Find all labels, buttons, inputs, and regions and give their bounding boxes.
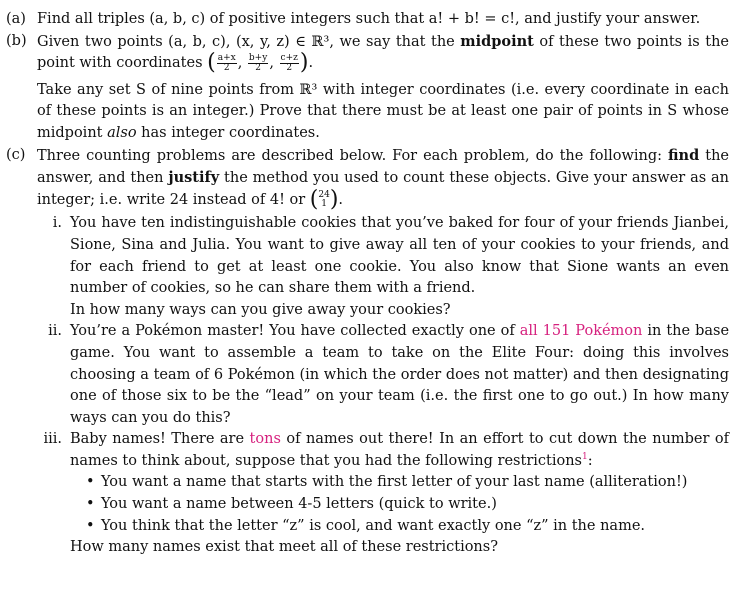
problem-b-text-mid: of these two points is the point with coordinates <box>37 33 730 72</box>
problem-b-label: (b) <box>6 32 27 49</box>
subproblem-i <box>6 213 729 321</box>
subproblem-i-question: In how many ways can you give away your cookies? <box>70 301 451 318</box>
fraction-cz: $\frac{c+z}{2}$ <box>280 52 298 73</box>
list-item: • You want a name between 4-5 letters (quick to write.) <box>70 494 729 516</box>
subproblem-i-label: i. <box>52 215 62 232</box>
find-term: find <box>668 146 700 164</box>
list-item: • You think that the letter “z” is cool, and want exactly one “z” in the name. <box>70 516 729 538</box>
footnote-marker[interactable]: 1 <box>581 452 588 463</box>
baby-names-link[interactable]: tons <box>249 431 281 448</box>
problem-a-text: Find all triples (a, b, c) of positive integers such that a! + b! = c!, and justify your answer. <box>37 11 701 27</box>
problem-b-text-pre: Given two points (a, b, c), (x, y, z) ∈ ℝ³, we say that the <box>37 33 455 50</box>
subproblem-iii-text: Baby names! There are tons of names out there! In an effort to cut down the number of names to think about, suppose that you had the following restrictions$^1$: <box>70 431 730 469</box>
fraction-ax: $\frac{a+x}{2}$ <box>217 52 236 73</box>
problem-c-label: (c) <box>6 146 26 163</box>
pokemon-list-link[interactable]: all 151 Pokémon <box>519 323 643 340</box>
fraction-by: $\frac{b+y}{2}$ <box>248 52 268 73</box>
problem-b-para-2: Take any set S of nine points from ℝ³ with integer coordinates (i.e. every coordinate in each of these points is an integer.) Prove that there must be at least one pair of points in S whose midpoint also has integer coordinates. <box>37 81 729 141</box>
problem-b <box>6 31 729 145</box>
problem-c <box>6 145 729 559</box>
midpoint-term: midpoint <box>460 32 534 50</box>
subproblem-iii-question: How many names exist that meet all of these restrictions? <box>70 539 498 556</box>
also-emphasis: also <box>107 124 137 141</box>
bullet-icon: • <box>86 517 95 534</box>
bullet-icon: • <box>86 474 95 491</box>
subproblem-ii <box>6 321 729 429</box>
problem-c-intro: Three counting problems are described below. For each problem, do the following: find the answer, and then justify the method you used to count these objects. Give your answer as an integer; i.e. write 24 instead of 4! or ( 24 1 ). <box>37 146 730 212</box>
list-item: • You want a name that starts with the first letter of your last name (alliteration!) <box>70 472 729 494</box>
subproblem-iii-label: iii. <box>43 431 62 448</box>
problem-a-label: (a) <box>6 11 26 27</box>
subproblem-ii-text: You’re a Pokémon master! You have collected exactly one of all 151 Pokémon in the base game. You want to assemble a team to take on the Elite Four: doing this involves choosing a team of 6 Pokémon (in which the order does not matter) and then designating one of those six to be the “lead” on your team (i.e. the first one to go out.) In how many ways can you do this? <box>70 323 730 426</box>
problem-a <box>6 9 729 31</box>
binomial-24-1: 24 1 <box>318 189 330 209</box>
justify-term: justify <box>168 169 220 187</box>
subproblem-i-text: You have ten indistinguishable cookies that you’ve baked for four of your friends Jianbei, Sione, Sina and Julia. You want to give away all ten of your cookies to your friends, and for each friend to get at least one cookie. You also know that Sione wants an even number of cookies, so he can share them with a friend. <box>70 215 729 297</box>
restrictions-list <box>70 472 729 537</box>
bullet-icon: • <box>86 496 95 513</box>
problem-b-para-1: Given two points (a, b, c), (x, y, z) ∈ ℝ³, we say that the midpoint of these two points is the point with coordinates ( $\frac{a+x}{2}$ , $\frac{b+y}{2}$ , $\frac{c+z}{2}$ ). <box>37 32 730 76</box>
subproblem-iii <box>6 429 729 559</box>
subproblem-ii-label: ii. <box>48 323 62 340</box>
